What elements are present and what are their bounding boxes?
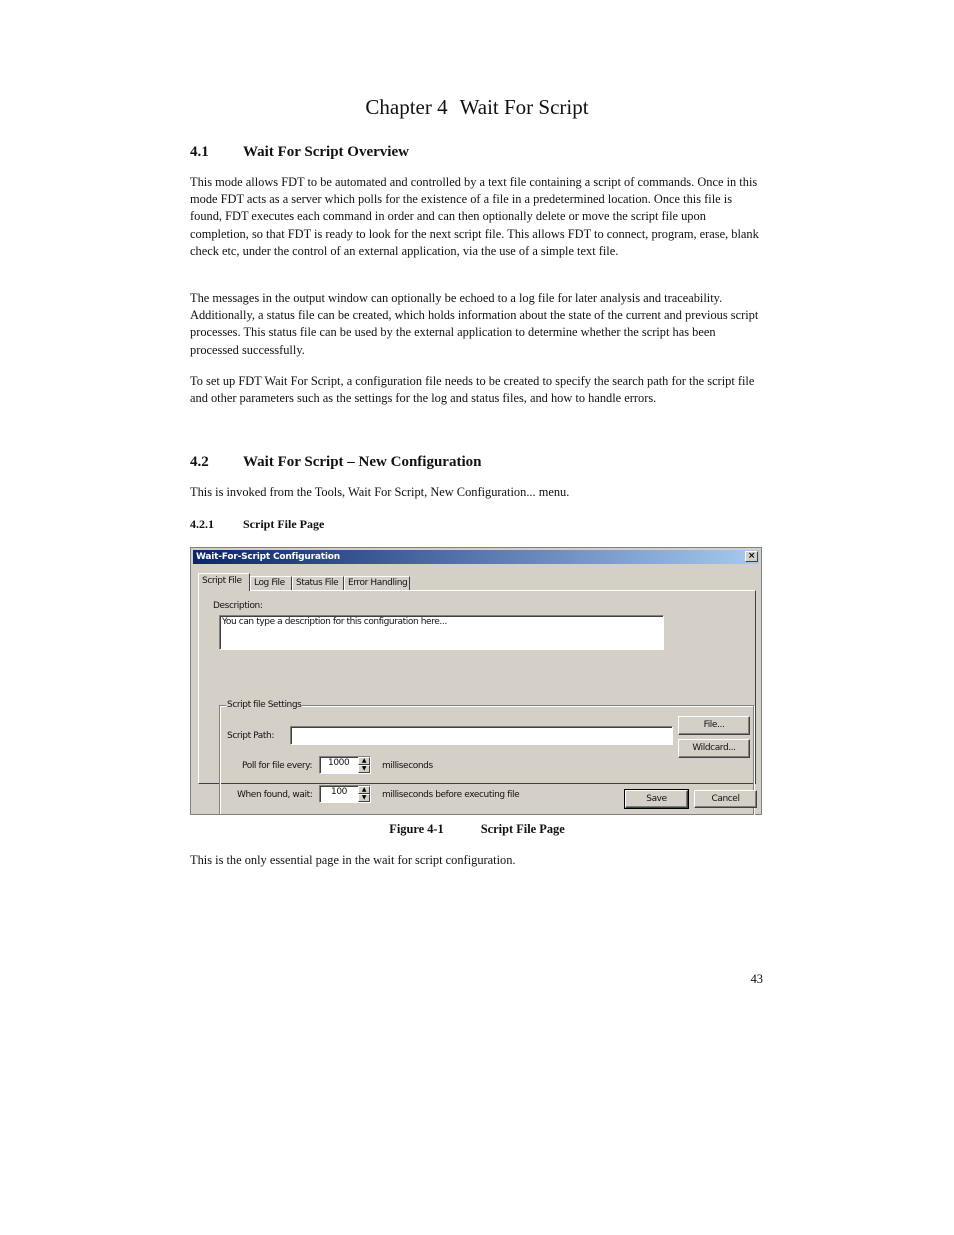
wait-label: When found, wait: bbox=[237, 790, 313, 800]
tab-status-file[interactable]: Status File bbox=[292, 576, 344, 590]
section-heading-4-1 bbox=[190, 143, 409, 161]
poll-interval-value: 1000 bbox=[328, 758, 350, 768]
description-field[interactable] bbox=[219, 615, 664, 650]
chapter-title bbox=[0, 94, 954, 120]
tab-script-file[interactable]: Script File bbox=[198, 573, 250, 591]
overview-paragraph-1: This mode allows FDT to be automated and controlled by a text file containing a script of commands. Once in this mode FDT acts as a server which polls for the existence of a file in a predetermined location. Once this file is found, FDT executes each command in order and can then optionally delete or move the script file upon completion, so that FDT is ready to look for the next script file. This allows FDT to connect, program, erase, blank check etc, under the control of an external application, via the use of a simple text file. bbox=[190, 175, 759, 258]
figure-number: Figure 4-1 bbox=[389, 822, 444, 836]
poll-interval-stepper[interactable] bbox=[319, 756, 371, 774]
new-config-paragraph: This is invoked from the Tools, Wait For Script, New Configuration... menu. bbox=[190, 485, 570, 499]
file-button[interactable]: File... bbox=[678, 716, 750, 735]
section-heading-4-2 bbox=[190, 453, 481, 471]
section-title: Wait For Script – New Configuration bbox=[243, 454, 482, 470]
figure-caption bbox=[0, 822, 954, 837]
wildcard-button[interactable]: Wildcard... bbox=[678, 739, 750, 758]
section-number: 4.1 bbox=[190, 144, 209, 160]
poll-spin-arrows bbox=[358, 757, 370, 773]
spin-down-icon[interactable]: ▼ bbox=[358, 765, 370, 773]
chapter-name: Wait For Script bbox=[459, 95, 589, 119]
section-number: 4.2 bbox=[190, 454, 209, 470]
wait-for-script-dialog bbox=[190, 547, 762, 815]
wait-time-value: 100 bbox=[331, 787, 347, 797]
dialog-title: Wait-For-Script Configuration bbox=[196, 552, 340, 562]
spin-up-icon[interactable]: ▲ bbox=[358, 757, 370, 765]
wait-unit-label: milliseconds before executing file bbox=[382, 790, 520, 800]
close-icon[interactable]: × bbox=[745, 551, 758, 562]
description-label: Description: bbox=[213, 601, 263, 611]
poll-label: Poll for file every: bbox=[242, 761, 313, 771]
description-value: You can type a description for this configuration here... bbox=[222, 617, 447, 627]
dialog-titlebar bbox=[193, 550, 759, 564]
wait-spin-arrows bbox=[358, 786, 370, 802]
page-number: 43 bbox=[750, 972, 763, 986]
script-path-label: Script Path: bbox=[227, 731, 274, 741]
cancel-button[interactable]: Cancel bbox=[694, 790, 757, 808]
subsection-title: Script File Page bbox=[243, 517, 325, 531]
section-title: Wait For Script Overview bbox=[243, 144, 409, 160]
overview-paragraph-2: The messages in the output window can optionally be echoed to a log file for later analysis and traceability. Additionally, a status file can be created, which holds information about the state of the current and previous script processes. This status file can be used by the external application to determine whether the script has been processed successfully. bbox=[190, 291, 759, 357]
tab-log-file[interactable]: Log File bbox=[250, 576, 292, 590]
subsection-number: 4.2.1 bbox=[190, 517, 214, 531]
figure-title: Script File Page bbox=[480, 822, 565, 836]
wait-time-stepper[interactable] bbox=[319, 785, 371, 803]
chapter-number: Chapter 4 bbox=[365, 95, 448, 119]
script-path-input[interactable] bbox=[290, 726, 673, 745]
poll-unit-label: milliseconds bbox=[382, 761, 433, 771]
overview-paragraph-3: To set up FDT Wait For Script, a configuration file needs to be created to specify the search path for the script file and other parameters such as the settings for the log and status files, and how to handle errors. bbox=[190, 374, 755, 406]
group-label: Script file Settings bbox=[227, 700, 302, 710]
subsection-heading-4-2-1 bbox=[190, 517, 324, 532]
tab-error-handling[interactable]: Error Handling bbox=[344, 576, 410, 590]
spin-up-icon[interactable]: ▲ bbox=[358, 786, 370, 794]
save-button[interactable]: Save bbox=[625, 790, 688, 808]
closing-paragraph: This is the only essential page in the wait for script configuration. bbox=[190, 853, 516, 867]
spin-down-icon[interactable]: ▼ bbox=[358, 794, 370, 802]
